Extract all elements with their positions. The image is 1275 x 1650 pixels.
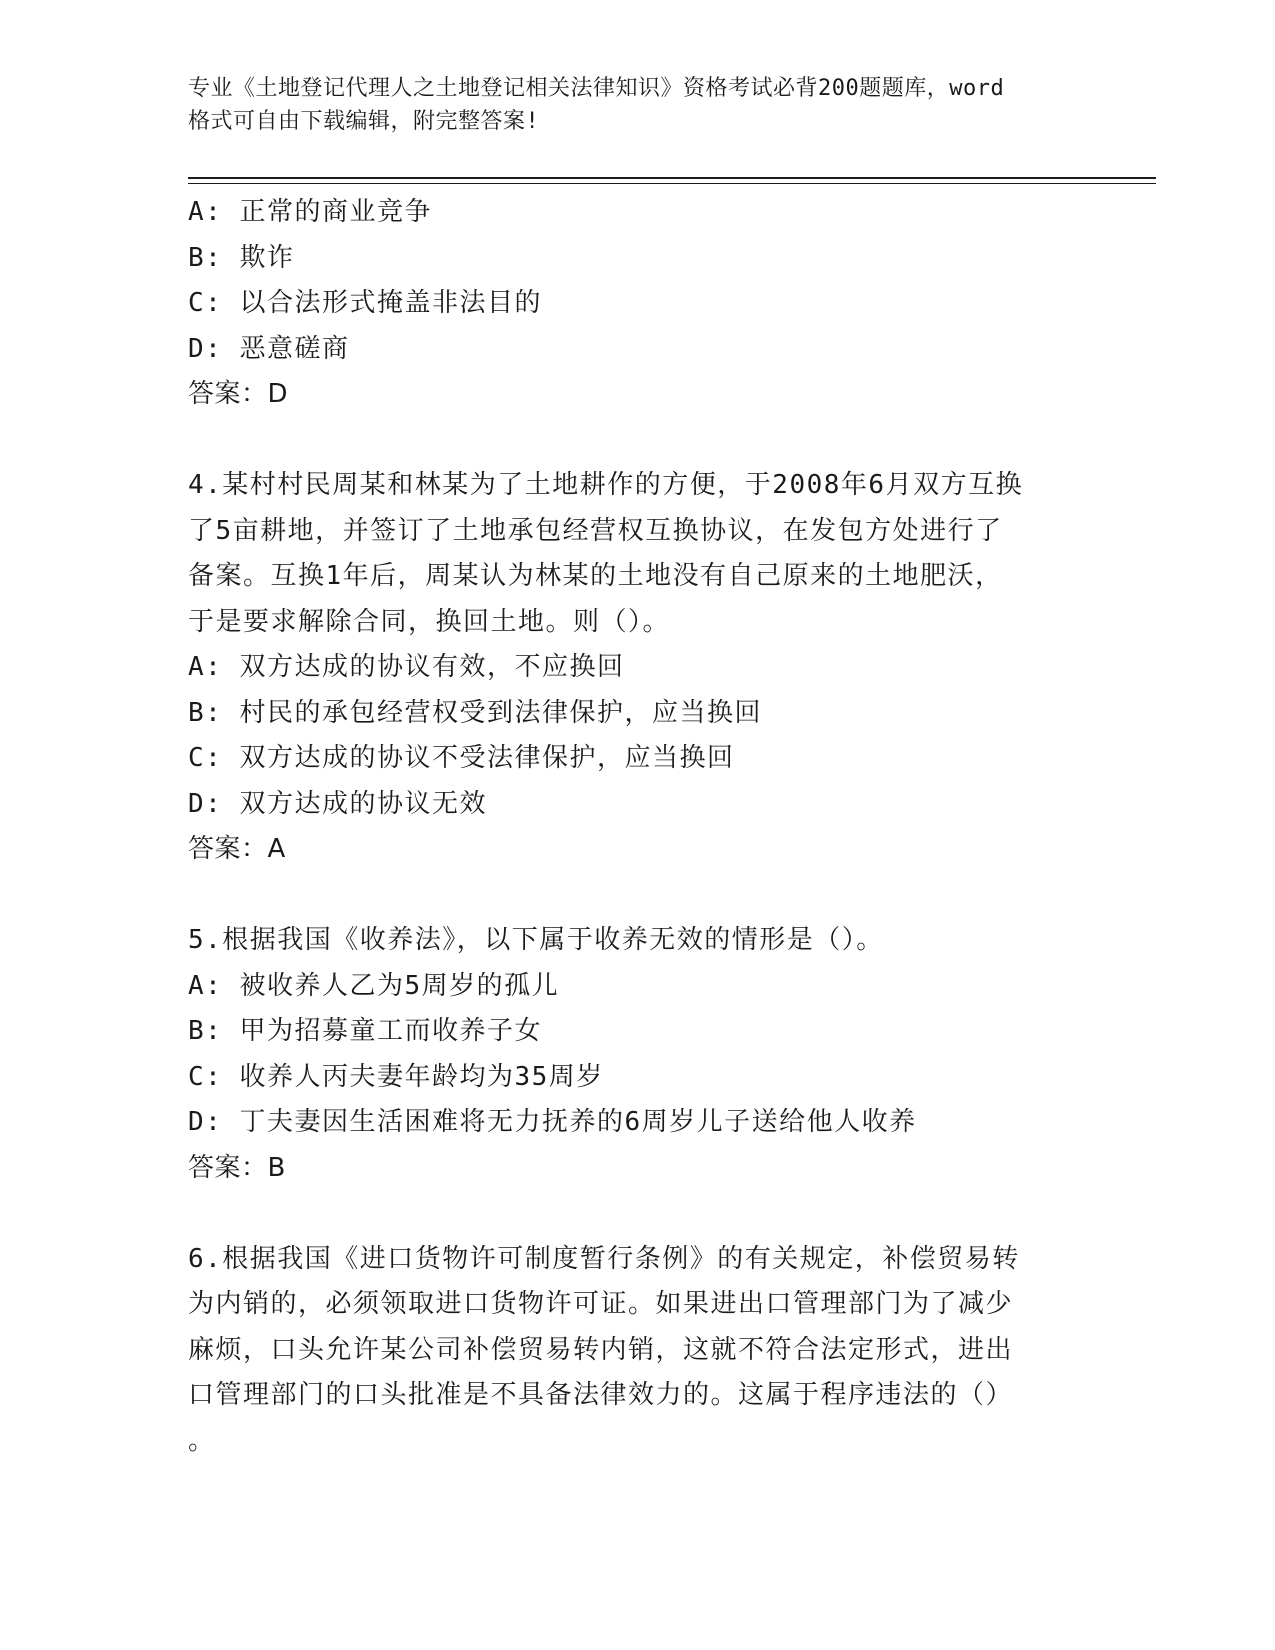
question-3 — [188, 190, 1088, 418]
question-stem-line: 6.根据我国《进口货物许可制度暂行条例》的有关规定，补偿贸易转 — [188, 1243, 1020, 1274]
answer-line: 答案：B — [188, 1152, 286, 1183]
question-4 — [188, 463, 1088, 873]
question-stem-line: 5.根据我国《收养法》，以下属于收养无效的情形是（）。 — [188, 925, 884, 955]
option-d: D: 丁夫妻因生活困难将无力抚养的6周岁儿子送给他人收养 — [188, 1107, 917, 1137]
question-stem-line: 4.某村村民周某和林某为了土地耕作的方便，于2008年6月双方互换 — [188, 470, 1024, 500]
option-b: B: 欺诈 — [188, 242, 295, 273]
option-d: D: 双方达成的协议无效 — [188, 788, 487, 819]
question-stem-line: 备案。互换1年后，周某认为林某的土地没有自己原来的土地肥沃， — [188, 561, 1003, 591]
question-list — [188, 190, 1088, 1464]
question-stem-line: 。 — [188, 1425, 216, 1456]
document-header — [188, 72, 1088, 138]
option-a: A: 正常的商业竞争 — [188, 197, 432, 227]
answer-line: 答案：A — [188, 834, 286, 864]
question-stem-line: 为内销的，必须领取进口货物许可证。如果进出口管理部门为了减少 — [188, 1289, 1014, 1319]
spacer — [188, 418, 1088, 464]
option-b: B: 村民的承包经营权受到法律保护，应当换回 — [188, 697, 762, 728]
option-b: B: 甲为招募童工而收养子女 — [188, 1016, 542, 1046]
question-stem-line: 麻烦，口头允许某公司补偿贸易转内销，这就不符合法定形式，进出 — [188, 1334, 1014, 1365]
question-6 — [188, 1237, 1088, 1465]
option-a: A: 双方达成的协议有效，不应换回 — [188, 652, 625, 682]
header-line-1: 专业《土地登记代理人之土地登记相关法律知识》资格考试必背200题题库，word — [188, 76, 1005, 101]
option-c: C: 收养人丙夫妻年龄均为35周岁 — [188, 1061, 604, 1092]
header-rule-thick — [188, 177, 1156, 179]
spacer — [188, 873, 1088, 919]
header-line-2: 格式可自由下载编辑，附完整答案! — [188, 109, 540, 134]
option-c: C: 以合法形式掩盖非法目的 — [188, 288, 542, 318]
question-stem-line: 于是要求解除合同，换回土地。则（）。 — [188, 606, 671, 637]
answer-line: 答案：D — [188, 379, 289, 409]
spacer — [188, 1191, 1088, 1237]
header-rule-thin — [188, 183, 1156, 184]
question-5 — [188, 918, 1088, 1191]
option-a: A: 被收养人乙为5周岁的孤儿 — [188, 970, 560, 1001]
question-stem-line: 了5亩耕地，并签订了土地承包经营权互换协议，在发包方处进行了 — [188, 515, 1003, 546]
question-stem-line: 口管理部门的口头批准是不具备法律效力的。这属于程序违法的（） — [188, 1380, 1014, 1410]
option-d: D: 恶意磋商 — [188, 333, 350, 364]
option-c: C: 双方达成的协议不受法律保护，应当换回 — [188, 743, 735, 773]
